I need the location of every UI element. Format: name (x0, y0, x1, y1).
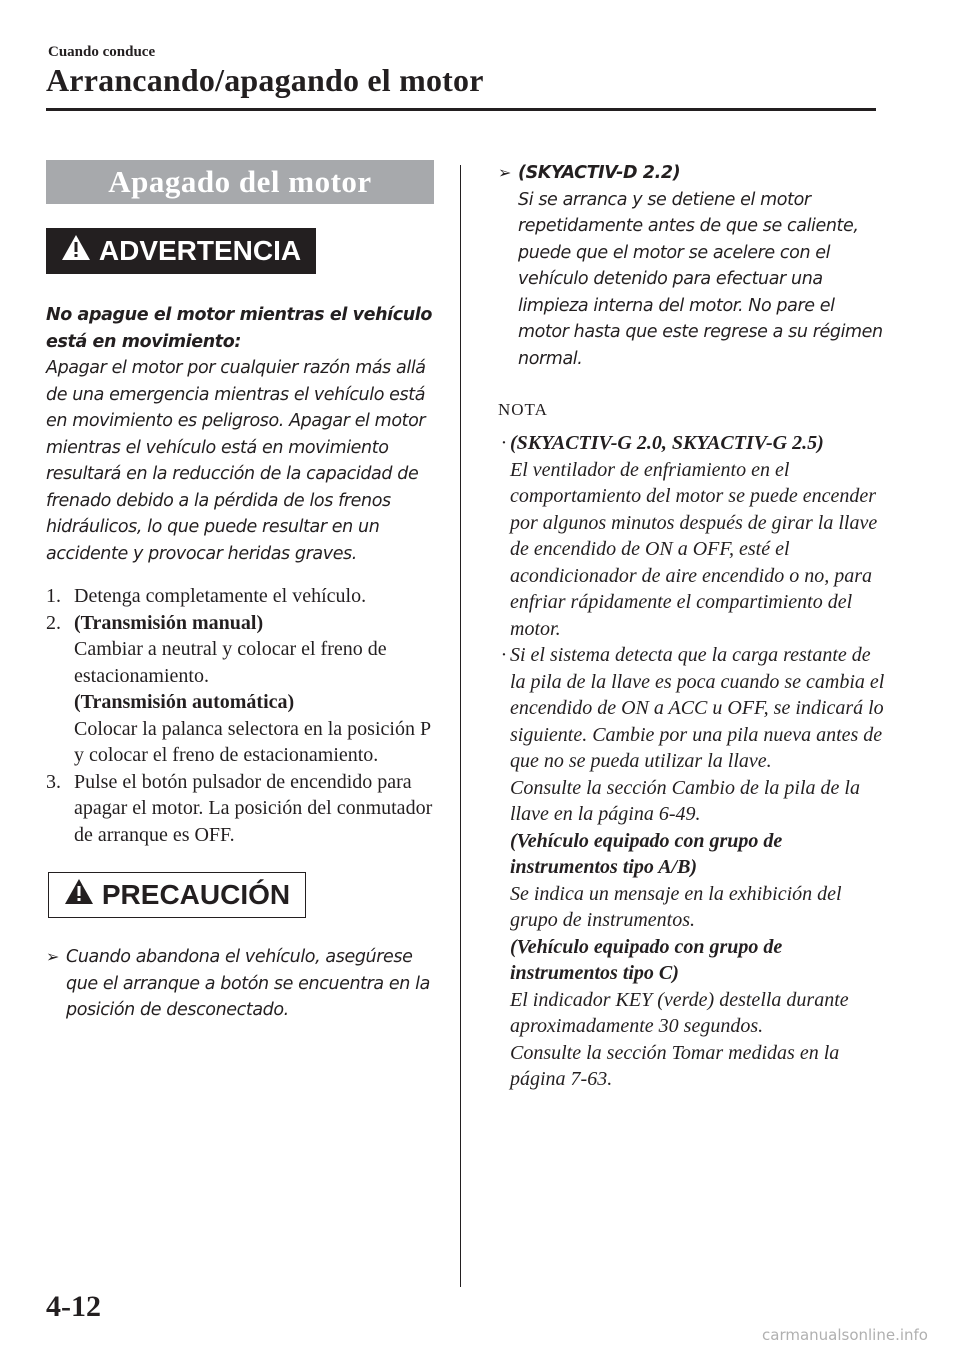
warning-heading: No apague el motor mientras el vehículo está en movimiento: (46, 305, 433, 352)
bullet-dot: · (500, 432, 508, 454)
nota-subheading: (Vehículo equipado con grupo de instrumentos tipo A/B) (510, 829, 783, 878)
title-rule (46, 108, 876, 111)
left-column (46, 160, 434, 1024)
nota-item (498, 430, 888, 642)
chapter-label: Cuando conduce (48, 44, 156, 60)
automatic-text: Colocar la palanca selectora en la posición P y colocar el freno de estacionamiento. (74, 717, 431, 766)
section-title: Apagado del motor (46, 160, 434, 204)
column-divider (460, 165, 461, 1287)
watermark: carmanualsonline.info (762, 1326, 928, 1344)
bullet-dot: · (500, 644, 508, 666)
step-2 (46, 610, 434, 769)
nota-item (498, 642, 888, 1093)
right-column (498, 160, 888, 1093)
steps-list (46, 583, 434, 848)
page-number: 4-12 (46, 1290, 101, 1323)
manual-heading: (Transmisión manual) (74, 611, 264, 634)
nota-text: Si el sistema detecta que la carga restante de la pila de la llave es poca cuando se cambia el encendido de ON a ACC u OFF, se indicará lo siguiente. Cambie por una pila nueva antes de que no se pueda utilizar la llave. (510, 644, 885, 772)
step-1 (46, 583, 434, 610)
arrow-bullet-icon: ➢ (498, 163, 512, 182)
caution-label-text: PRECAUCIÓN (101, 879, 291, 910)
nota-list (498, 430, 888, 1093)
warning-body: Apagar el motor por cualquier razón más allá de una emergencia mientras el vehículo está en movimiento es peligroso. Apagar el motor mientras el vehículo está en movimiento resultará en la reducción de la capacidad de frenado debido a la pérdida de los frenos hidráulicos, lo que puede resultar en un accidente y provocar heridas graves. (46, 358, 426, 564)
arrow-bullet-icon: ➢ (46, 947, 60, 966)
caution-text: Cuando abandona el vehículo, asegúrese que el arranque a botón se encuentra en la posición de desconectado. (66, 947, 430, 1020)
skyactiv-d-item (498, 160, 888, 372)
skyactiv-d-heading: (SKYACTIV-D 2.2) (518, 163, 681, 183)
warning-text (46, 302, 434, 567)
nota-reference: Consulte la sección Cambio de la pila de la llave en la página 6-49. (510, 776, 860, 825)
nota-text: El indicador KEY (verde) destella durante aproximadamente 30 segundos. (510, 988, 849, 1037)
warning-triangle-icon (64, 878, 94, 912)
warning-label-text: ADVERTENCIA (98, 235, 302, 266)
page-title: Arrancando/apagando el motor (46, 62, 484, 98)
nota-reference: Consulte la sección Tomar medidas en la página 7-63. (510, 1041, 840, 1090)
nota-text: Se indica un mensaje en la exhibición del grupo de instrumentos. (510, 882, 842, 931)
step-text: Detenga completamente el vehículo. (74, 585, 367, 607)
warning-triangle-icon (61, 234, 91, 268)
nota-subheading: (Vehículo equipado con grupo de instrumentos tipo C) (510, 935, 783, 984)
manual-text: Cambiar a neutral y colocar el freno de estacionamiento. (74, 638, 387, 687)
step-number: 2. (46, 611, 61, 634)
nota-label: NOTA (498, 400, 548, 419)
nota-heading: (SKYACTIV-G 2.0, SKYACTIV-G 2.5) (510, 432, 824, 454)
step-number: 3. (46, 770, 61, 793)
step-number: 1. (46, 585, 61, 607)
nota-text: El ventilador de enfriamiento en el comportamiento del motor se puede encender por algunos minutos después de girar la llave de encendido de ON a OFF, esté el acondicionador de aire encendido o no, para enfriar rápidamente el compartimiento del motor. (510, 458, 878, 640)
warning-label (46, 228, 316, 274)
automatic-heading: (Transmisión automática) (74, 691, 295, 713)
caution-item (46, 944, 434, 1024)
step-3 (46, 769, 434, 849)
step-text: Pulse el botón pulsador de encendido para apagar el motor. La posición del conmutador de arranque es OFF. (74, 770, 433, 846)
skyactiv-d-text: Si se arranca y se detiene el motor repetidamente antes de que se caliente, puede que el motor se acelere con el vehículo detenido para efectuar una limpieza interna del motor. No pare el motor hasta que este regrese a su régimen normal. (518, 189, 883, 369)
caution-label (48, 872, 306, 918)
